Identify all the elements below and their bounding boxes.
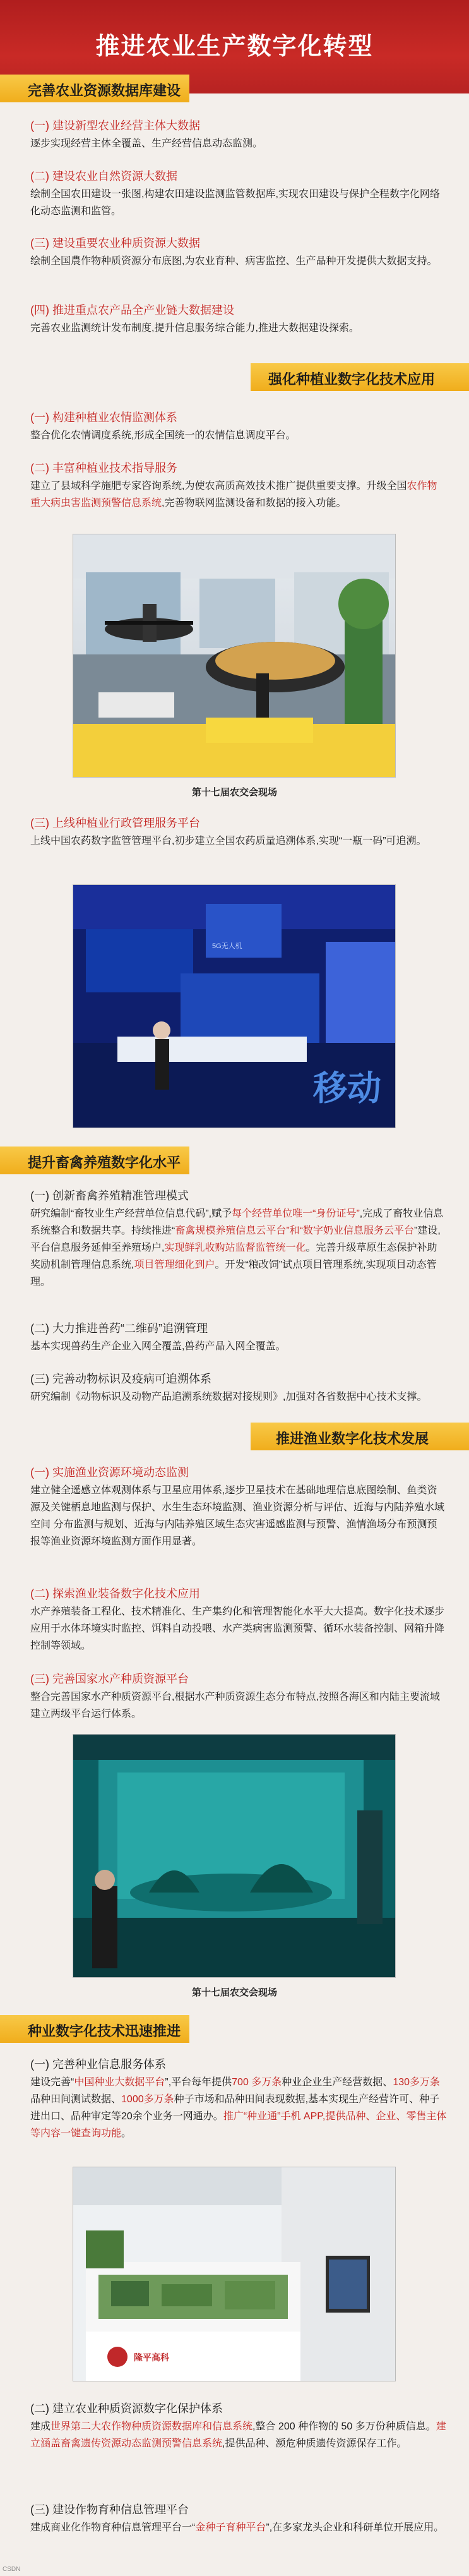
text-highlight: 畜禽规模养殖信息云平台”和“数字奶业信息服务云平台 <box>175 1225 415 1236</box>
text-run: 建成商业化作物育种信息管理平台一“ <box>30 2522 196 2533</box>
section-title: 完善农业资源数据库建设 <box>28 83 181 99</box>
item-title: (二) 大力推进兽药“二维码”追溯管理 <box>30 1322 208 1335</box>
text-run: ,完善物联网监测设备和数据的接入功能。 <box>162 498 347 509</box>
item-title: (一) 创新畜禽养殖精准管理模式 <box>30 1189 189 1202</box>
text-highlight: 世界第二大农作物种质资源数据库和信息系统 <box>50 2421 253 2432</box>
item-text: 完善农业监测统计发布制度,提升信息服务综合能力,推进大数据建设探索。 <box>30 323 359 334</box>
text-run: ,整合 200 种作物的 50 多万份种质信息。 <box>252 2421 436 2432</box>
text-highlight: 实现鲜乳收购站监督监管统一化 <box>164 1243 306 1253</box>
text-run: ”,平台每年提供 <box>165 2077 232 2088</box>
item-text: 绘制全国农田建设一张图,构建农田建设监测监管数据库,实现农田建设与保护全程数字化网络化动态监测和监管。 <box>30 189 440 217</box>
text-run: 建成 <box>30 2421 51 2432</box>
item-text <box>30 478 447 512</box>
text-highlight: 金种子育种平台 <box>195 2522 266 2533</box>
section-title: 提升畜禽养殖数字化水平 <box>28 1155 181 1171</box>
item-text <box>30 2418 447 2452</box>
watermark: CSDN <box>3 2566 21 2573</box>
section-bar-planting <box>251 363 469 391</box>
item-text: 研究编制《动物标识及动物产品追溯系统数据对接规则》,加强对各省数据中心技术支撑。 <box>30 1392 427 1402</box>
section-bar-fishery <box>251 1423 469 1450</box>
text-run: 种子市场和品种田间表现数据,基本实现生产经营许可、种子进出口、品种审定等20余个业务一网通办。 <box>30 2094 440 2122</box>
item-text: 绘制全国農作物种质资源分布底图,为农业育种、病害监控、生产品种开发提供大数据支持。 <box>30 256 437 267</box>
item-title: (三) 建设作物育种信息管理平台 <box>30 2503 189 2516</box>
text-highlight: 建立涵盖畜禽遗传资源动态监测预警信息系统 <box>30 2421 446 2449</box>
section-bar-seed <box>0 2015 189 2043</box>
item-text: 上线中国农药数字监管管理平台,初步建立全国农药质量追溯体系,实现“一瓶一码”可追溯。 <box>30 836 427 846</box>
item-title: (一) 建设新型农业经营主体大数据 <box>30 119 200 132</box>
expo-photo-aquarium <box>73 1734 396 1978</box>
page-title: 推进农业生产数字化转型 <box>95 32 374 60</box>
item-text: 逐步实现经营主体全覆盖、生产经营信息动态监测。 <box>30 138 263 149</box>
text-highlight: 推广“种业通”手机 APP,提供品种、企业、零售主体等内容一键查询功能 <box>30 2111 447 2139</box>
text-highlight: 项目管理细化到户 <box>134 1260 215 1270</box>
item-title: (一) 实施渔业资源环境动态监测 <box>30 1466 189 1479</box>
item-text: 水产养殖装备工程化、技术精准化、生产集约化和管理智能化水平大大提高。数字化技术逐步应用于水体环境实时监控、饵料自动投喂、水产类病害监测预警、循环水装备控制、网箱升降控制等领域。 <box>30 1606 445 1651</box>
text-run: ”建设,平台信息服务延伸至养殖场户, <box>30 1225 441 1253</box>
expo-photo-drones <box>73 534 396 778</box>
text-run: 建立了县域科学施肥专家咨询系统,为使农高质高效技术推广提供重要支撑。升级全国 <box>30 481 407 491</box>
text-run: 研究编制“畜牧业生产经营单位信息代码”,赋予 <box>30 1208 232 1219</box>
screen-banner-text: 移动 <box>313 1068 381 1108</box>
item-title: (二) 探索渔业装备数字化技术应用 <box>30 1587 200 1600</box>
screen-label: 5G无人机 <box>212 942 242 950</box>
item-title: (一) 构建种植业农情监测体系 <box>30 411 177 424</box>
item-text <box>30 1205 447 1291</box>
section-bar-resources <box>0 75 189 102</box>
item-title: (三) 上线种植业行政管理服务平台 <box>30 817 200 829</box>
section-bar-livestock <box>0 1147 189 1174</box>
item-title: (二) 丰富种植业技术指导服务 <box>30 462 177 474</box>
item-text: 整合优化农情调度系统,形成全国统一的农情信息调度平台。 <box>30 430 296 441</box>
text-run: 种业企业生产经营数据、 <box>282 2077 393 2088</box>
item-title: (三) 完善国家水产种质资源平台 <box>30 1673 189 1685</box>
text-highlight: 700 多万条 <box>232 2077 282 2088</box>
text-highlight: 每个经营单位唯一“身份证号” <box>232 1208 360 1219</box>
photo-caption: 第十七届农交会现场 <box>191 787 277 798</box>
text-highlight: 130多万条 <box>393 2077 441 2088</box>
item-title: (三) 建设重要农业种质资源大数据 <box>30 237 200 250</box>
text-run: ”,在多家龙头企业和科研单位开展应用。 <box>266 2522 444 2533</box>
section-title: 强化种植业数字化技术应用 <box>268 371 436 387</box>
item-text: 基本实现兽药生产企业入网全覆盖,兽药产品入网全覆盖。 <box>30 1341 286 1352</box>
text-run: 建设完善“ <box>30 2077 74 2088</box>
item-title: (一) 完善种业信息服务体系 <box>30 2058 166 2071</box>
item-title: (四) 推进重点农产品全产业链大数据建设 <box>30 304 234 316</box>
section-title: 推进渔业数字化技术发展 <box>276 1431 429 1447</box>
item-text <box>30 2519 447 2536</box>
text-run: 。完善升级草原生态保护补助奖励机制管理信息系统, <box>30 1243 437 1270</box>
item-title: (三) 完善动物标识及疫病可追溯体系 <box>30 1373 211 1385</box>
photo-caption: 第十七届农交会现场 <box>191 1987 277 1998</box>
text-run: ,完成了畜牧业信息系统整合和数据共享。持续推进“ <box>30 1208 444 1236</box>
booth-brand: 隆平高科 <box>134 2352 169 2362</box>
item-text: 建立健全遥感立体观测体系与卫星应用体系,逐步卫星技术在基础地理信息底图绘制、鱼类资源及关键栖息地监测与保护、水生生态环境监测、渔业资源分析与评估、近海与内陆养殖水域空间 分布监测与规划、近海与内陆养殖区域生态灾害遥感监测与预警、渔情渔场分布预测预报等渔业资源环境监测方面作用显著。 <box>30 1485 445 1547</box>
expo-photo-screens <box>73 884 396 1128</box>
text-run: 。开发“粮改饲”试点项目管理系统,实现项目动态管理。 <box>30 1260 437 1287</box>
text-highlight: 1000多万条 <box>121 2094 174 2105</box>
text-highlight: 中国种业大数据平台 <box>74 2077 165 2088</box>
item-title: (二) 建设农业自然资源大数据 <box>30 170 177 183</box>
item-title: (二) 建立农业种质资源数字化保护体系 <box>30 2402 223 2415</box>
text-run: 品种田间测试数据、 <box>30 2094 122 2105</box>
text-run: 。 <box>121 2128 132 2139</box>
expo-photo-seed-booth <box>73 2167 396 2381</box>
item-text <box>30 2074 447 2142</box>
text-highlight: 农作物重大病虫害监测预警信息系统 <box>30 481 437 509</box>
item-text: 整合完善国家水产种质资源平台,根据水产种质资源生态分布特点,按照各海区和内陆主要流域建立两级平台运行体系。 <box>30 1692 440 1719</box>
text-run: ,提供品种、濒危种质遗传资源保存工作。 <box>222 2438 407 2449</box>
section-title: 种业数字化技术迅速推进 <box>28 2023 181 2039</box>
